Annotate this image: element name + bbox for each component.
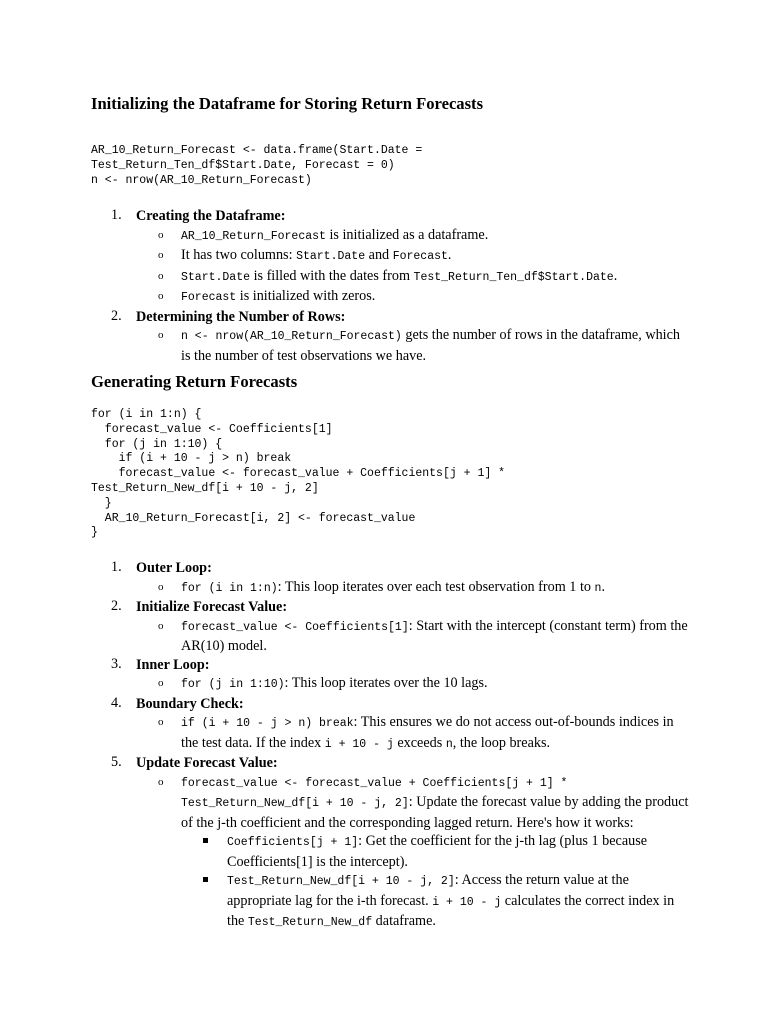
- text-run: and: [365, 247, 393, 263]
- list-item-title: Update Forecast Value:: [136, 755, 278, 771]
- inline-code: AR_10_Return_Forecast: [181, 229, 326, 243]
- list-item-title: Inner Loop:: [136, 656, 210, 673]
- text-run: calculates the correct index in the: [227, 892, 675, 929]
- sub-bullet: [158, 773, 691, 833]
- circle-bullet-icon: o: [158, 677, 164, 689]
- text-run: is initialized with zeros.: [236, 288, 376, 304]
- list-number: 1.: [111, 559, 122, 575]
- circle-bullet-icon: o: [158, 290, 164, 302]
- section-heading-generating: Generating Return Forecasts: [91, 372, 298, 391]
- inline-code: Test_Return_New_df[i + 10 - j, 2]: [227, 875, 455, 888]
- text-run: .: [613, 267, 618, 284]
- sub-bullet: [158, 326, 691, 365]
- inline-code: Start.Date: [296, 250, 366, 263]
- text-run: .: [601, 578, 605, 595]
- inline-code: for (j in 1:10): [181, 678, 285, 691]
- numbered-list-dataframe: [0, 207, 768, 365]
- text-run: : This loop iterates over the 10 lags.: [284, 675, 488, 691]
- inline-code: forecast_value <- forecast_value + Coefficients[j + 1] * Test_Return_New_df[i + 10 - j, 2]: [181, 776, 568, 810]
- sub-bullet: [158, 578, 691, 599]
- nested-bullet: [227, 832, 682, 871]
- circle-bullet-icon: o: [158, 269, 164, 282]
- list-item: [0, 656, 768, 695]
- list-number: 2.: [111, 307, 122, 324]
- list-number: 5.: [111, 754, 122, 770]
- inline-code: Coefficients[j + 1]: [227, 836, 359, 849]
- inline-code: Test_Return_Ten_df$Start.Date: [413, 270, 614, 284]
- text-run: : Start with the intercept (constant term) from the AR(10) model.: [181, 617, 688, 654]
- sub-bullet: [158, 713, 691, 754]
- inline-code: n: [445, 737, 453, 751]
- sub-bullet: [158, 267, 691, 288]
- text-run: is filled with the dates from: [250, 267, 414, 284]
- text-run: It has two columns:: [181, 247, 297, 263]
- circle-bullet-icon: o: [158, 228, 164, 241]
- inline-code: n: [594, 581, 602, 595]
- circle-bullet-icon: o: [158, 716, 164, 728]
- list-item: [0, 308, 768, 366]
- section-heading-initializing: Initializing the Dataframe for Storing Return Forecasts: [91, 94, 484, 113]
- inline-code: i + 10 - j: [324, 737, 394, 751]
- text-run: : Update the forecast value by adding the product of the j-th coefficient and the corresponding lagged return. Here's how it works:: [181, 794, 689, 831]
- text-run: : Access the return value at the appropriate lag for the i-th forecast.: [227, 872, 629, 909]
- sub-bullet: [158, 617, 691, 656]
- list-item: [0, 598, 768, 656]
- sub-bullet: [158, 246, 691, 267]
- text-run: : This ensures we do not access out-of-bounds indices in the test data. If the index: [181, 714, 674, 751]
- list-number: 2.: [111, 598, 122, 614]
- text-run: dataframe.: [372, 913, 436, 929]
- list-item-title: Creating the Dataframe:: [136, 208, 286, 224]
- nested-bullet: [227, 871, 682, 933]
- numbered-list-forecast-loop: [0, 559, 768, 933]
- list-item: [0, 207, 768, 308]
- inline-code: n <- nrow(AR_10_Return_Forecast): [181, 330, 402, 343]
- list-item: [0, 754, 768, 933]
- text-run: : Get the coefficient for the j-th lag (plus 1 because Coefficients[1] is the intercept).: [227, 833, 648, 870]
- text-run: , the loop breaks.: [452, 734, 551, 751]
- list-item-title: Initialize Forecast Value:: [136, 599, 288, 615]
- square-bullet-icon: [203, 838, 208, 843]
- code-block-forecast-loop: for (i in 1:n) { forecast_value <- Coefficients[1] for (j in 1:10) { if (i + 10 - j > n) break forecast_value <- forecast_value + Coefficients[j + 1] * Test_Return_New_df[i + 10 - j, 2] } AR_10_Return_Forecast[i, 2] <- forecast_value }: [91, 408, 506, 540]
- text-run: gets the number of rows in the dataframe, which is the number of test observations we have.: [181, 327, 680, 364]
- circle-bullet-icon: o: [158, 619, 164, 632]
- square-bullet-icon: [203, 877, 208, 882]
- list-item: [0, 695, 768, 755]
- list-item-title: Outer Loop:: [136, 560, 212, 576]
- sub-bullet: [158, 287, 691, 308]
- inline-code: forecast_value <- Coefficients[1]: [181, 620, 409, 634]
- inline-code: Forecast: [181, 291, 237, 304]
- inline-code: if (i + 10 - j > n) break: [181, 717, 354, 730]
- list-number: 4.: [111, 694, 122, 711]
- list-number: 3.: [111, 655, 122, 672]
- list-item-title: Determining the Number of Rows:: [136, 308, 346, 325]
- inline-code: Forecast: [392, 250, 448, 263]
- text-run: is initialized as a dataframe.: [325, 226, 489, 243]
- inline-code: Start.Date: [181, 270, 251, 284]
- circle-bullet-icon: o: [158, 329, 164, 341]
- text-run: : This loop iterates over each test observation from 1 to: [277, 578, 595, 595]
- sub-bullet: [158, 226, 691, 247]
- code-block-dataframe: AR_10_Return_Forecast <- data.frame(Start.Date = Test_Return_Ten_df$Start.Date, Forecast = 0) n <- nrow(AR_10_Return_Forecast): [91, 144, 423, 187]
- circle-bullet-icon: o: [158, 249, 164, 261]
- list-number: 1.: [111, 207, 122, 223]
- list-item-title: Boundary Check:: [136, 695, 244, 712]
- sub-bullet: [158, 674, 691, 695]
- inline-code: for (i in 1:n): [181, 581, 278, 595]
- list-item: [0, 559, 768, 598]
- inline-code: Test_Return_New_df: [247, 916, 373, 929]
- text-run: .: [447, 247, 452, 263]
- inline-code: i + 10 - j: [432, 895, 502, 909]
- circle-bullet-icon: o: [158, 775, 164, 788]
- circle-bullet-icon: o: [158, 580, 164, 593]
- text-run: exceeds: [393, 734, 446, 751]
